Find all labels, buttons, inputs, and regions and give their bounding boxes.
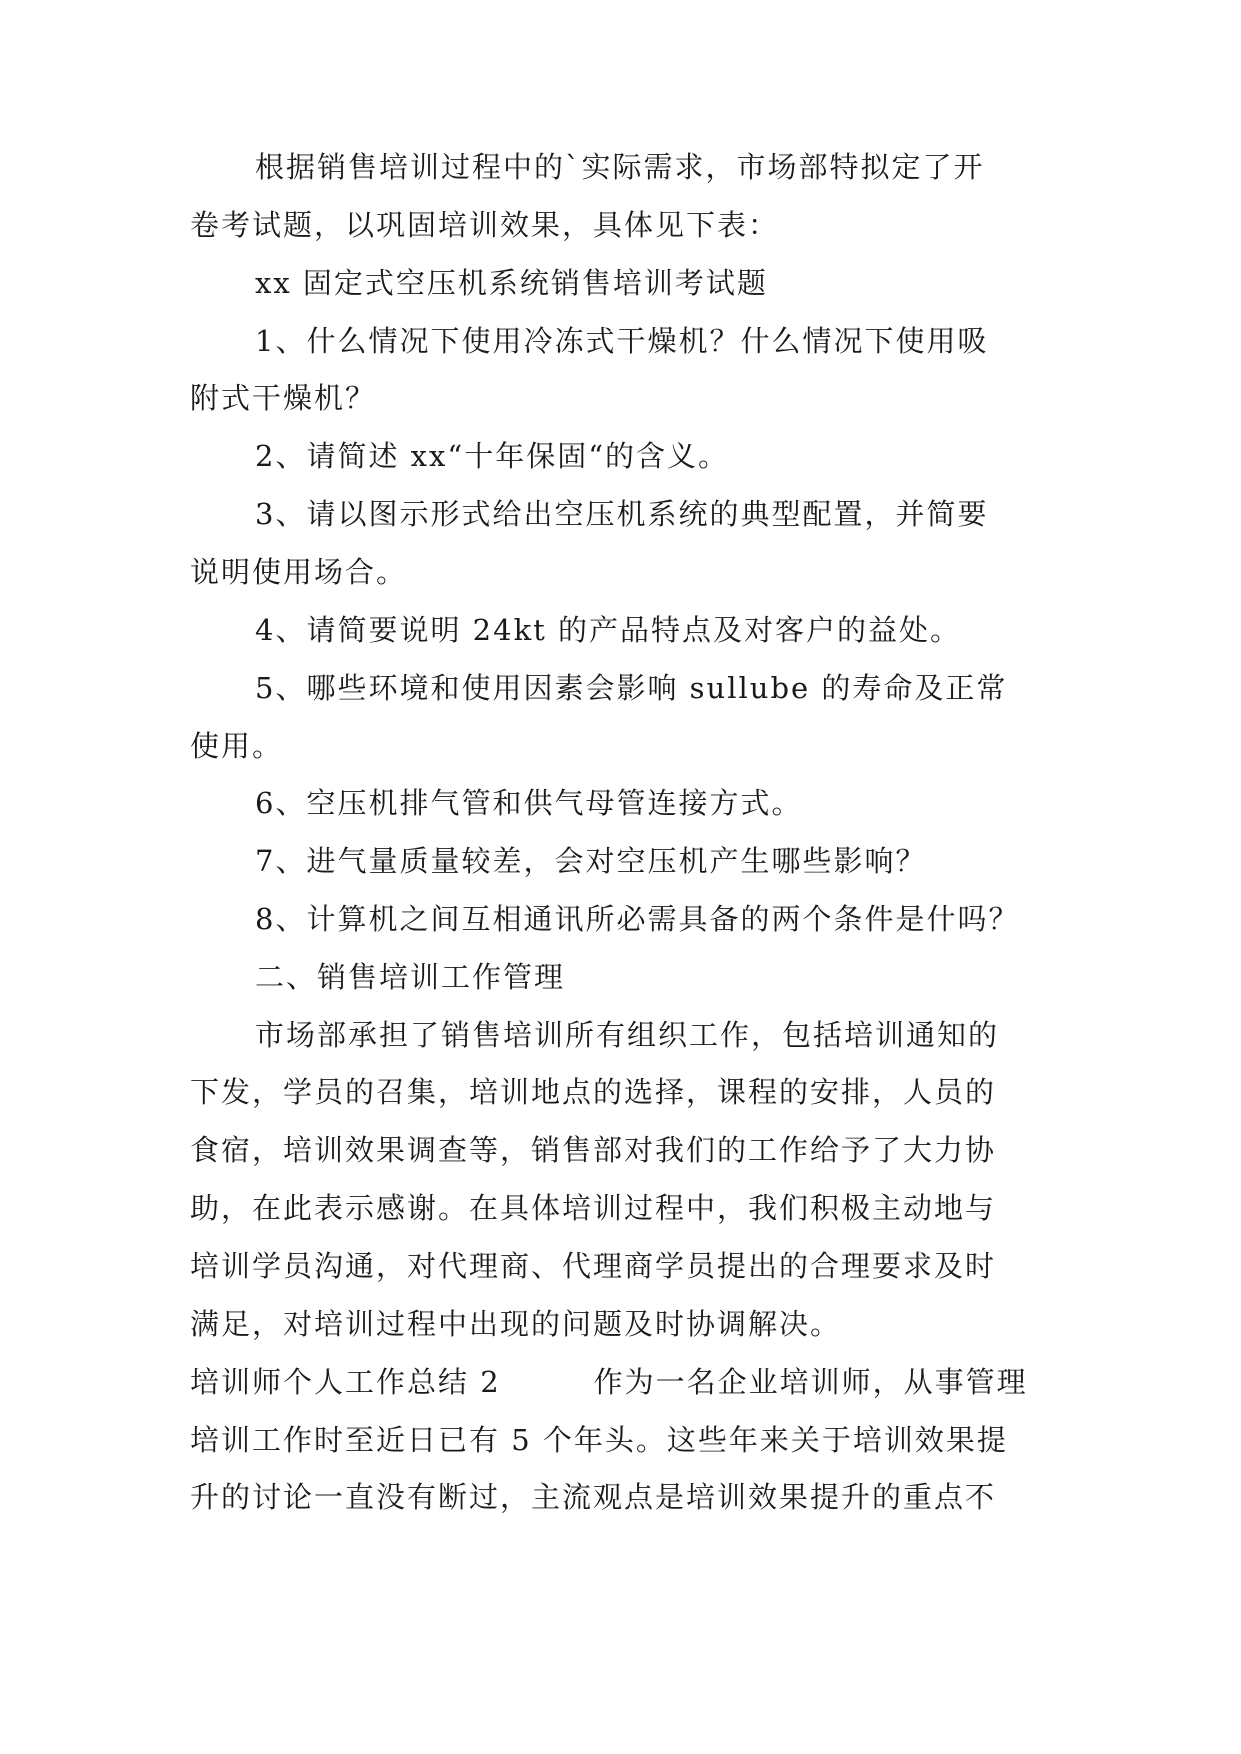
paragraph-line: 助，在此表示感谢。在具体培训过程中，我们积极主动地与 — [190, 1191, 997, 1225]
question-line: 7、进气量质量较差，会对空压机产生哪些影响？ — [255, 844, 927, 878]
paragraph-line: 根据销售培训过程中的`实际需求，市场部特拟定了开 — [255, 150, 985, 184]
question-line: 使用。 — [190, 729, 284, 763]
question-line: 4、请简要说明 24kt 的产品特点及对客户的益处。 — [255, 613, 962, 647]
question-line: 5、哪些环境和使用因素会影响 sullube 的寿命及正常 — [255, 671, 1008, 705]
section-heading: 二、销售培训工作管理 — [255, 960, 566, 994]
paragraph-line: 卷考试题，以巩固培训效果，具体见下表： — [190, 208, 780, 242]
question-line: 1、什么情况下使用冷冻式干燥机？什么情况下使用吸 — [255, 324, 989, 358]
question-line: 3、请以图示形式给出空压机系统的典型配置，并简要 — [255, 497, 989, 531]
paragraph-line: 升的讨论一直没有断过，主流观点是培训效果提升的重点不 — [190, 1480, 997, 1514]
paragraph-line: 满足，对培训过程中出现的问题及时协调解决。 — [190, 1307, 842, 1341]
question-line: 8、计算机之间互相通讯所必需具备的两个条件是什吗？ — [255, 902, 1020, 936]
paragraph-line: 食宿，培训效果调查等，销售部对我们的工作给予了大力协 — [190, 1133, 997, 1167]
question-line: 说明使用场合。 — [190, 555, 408, 589]
question-line: 附式干燥机？ — [190, 381, 377, 415]
paragraph-line: 培训工作时至近日已有 5 个年头。这些年来关于培训效果提 — [190, 1423, 1008, 1457]
paragraph-line: 培训学员沟通，对代理商、代理商学员提出的合理要求及时 — [190, 1249, 997, 1283]
paragraph-line: 下发，学员的召集，培训地点的选择，课程的安排，人员的 — [190, 1075, 997, 1109]
paragraph-line: 培训师个人工作总结 2 作为一名企业培训师，从事管理 — [190, 1365, 1028, 1399]
question-line: 2、请简述 xx“十年保固“的含义。 — [255, 439, 730, 473]
exam-title: xx 固定式空压机系统销售培训考试题 — [255, 266, 768, 300]
question-line: 6、空压机排气管和供气母管连接方式。 — [255, 786, 803, 820]
paragraph-line: 市场部承担了销售培训所有组织工作，包括培训通知的 — [255, 1018, 1000, 1052]
